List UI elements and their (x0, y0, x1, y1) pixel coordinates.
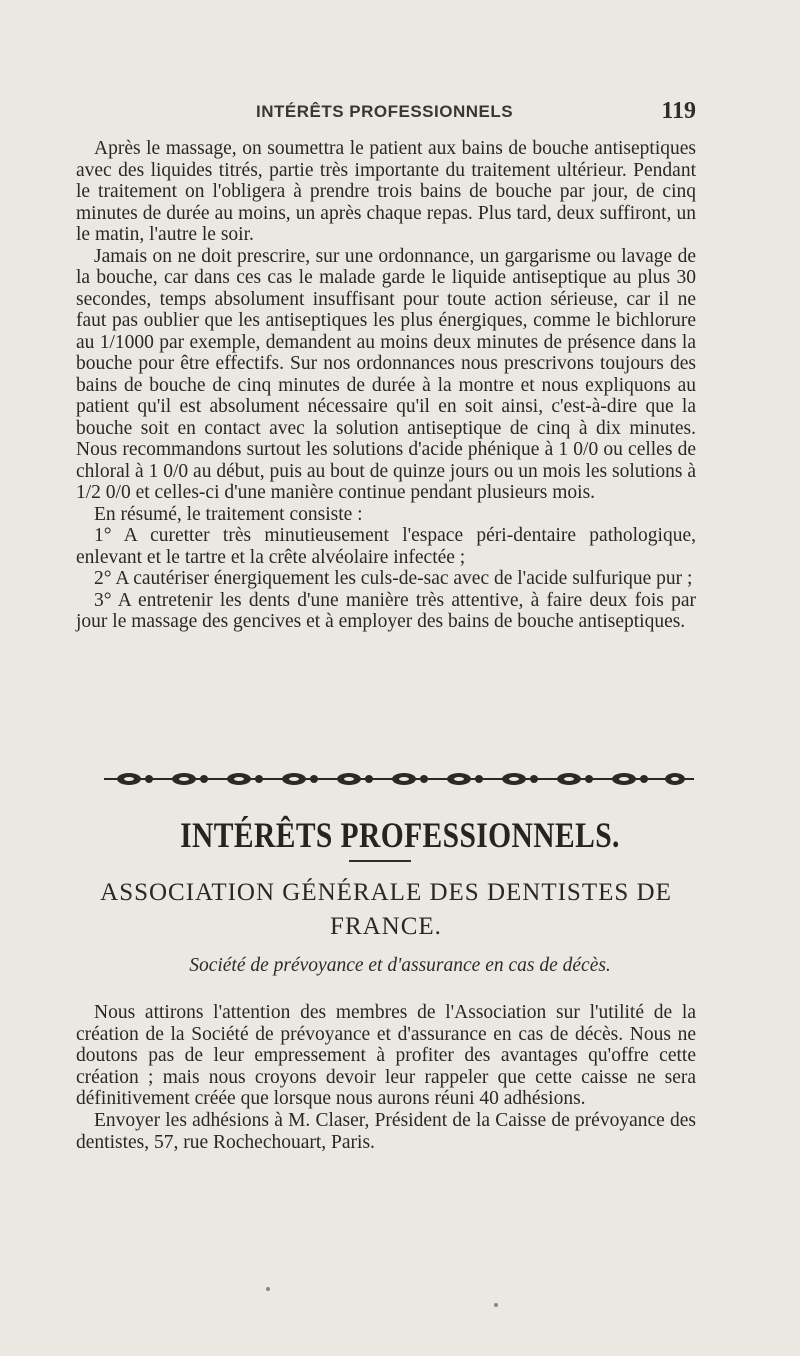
section-title: INTÉRÊTS PROFESSIONNELS. (180, 815, 620, 855)
paragraph-bains-de-bouche: Après le massage, on soumettra le patient aux bains de bouche antiseptiques avec des liquides titrés, partie très importante du traitement ultérieur. Pendant le traitement on l'obligera à prendre trois bains de bouche par jour, de cinq minutes de durée au moins, un après chaque repas. Plus tard, deux suffiront, un le matin, l'autre le soir. (76, 138, 696, 245)
title-underline (349, 860, 411, 862)
treatment-step-3: 3° A entretenir les dents d'une manière très attentive, à faire deux fois par jour le massage des gencives et à employer des bains de bouche antiseptiques. (76, 589, 696, 632)
decorative-divider (104, 768, 694, 790)
article-body (76, 138, 696, 633)
paragraph-resume: En résumé, le traitement consiste : (94, 503, 363, 525)
notice-body (76, 1002, 696, 1153)
notice-paragraph: Nous attirons l'attention des membres de l'Association sur l'utilité de la création de la Société de prévoyance et d'assurance en cas de décès. Nous ne doutons pas de leur empressement à profiter des avantages qu'offre cette création ; mais nous croyons devoir leur rappeler que cette caisse ne sera définitivement créée que lorsque nous aurons réuni 40 adhésions. (76, 1002, 696, 1110)
treatment-step-2: 2° A cautériser énergiquement les culs-de-sac avec de l'acide sulfurique pur ; (94, 568, 693, 589)
association-title: ASSOCIATION GÉNÉRALE DES DENTISTES DE FRANCE. (100, 879, 672, 940)
treatment-step-1: 1° A curetter très minutieusement l'espace péri-dentaire pathologique, enlevant et le tartre et la crête alvéolaire infectée ; (76, 525, 696, 568)
running-title: INTÉRÊTS PROFESSIONNELS (256, 102, 514, 121)
speck-mark (266, 1287, 270, 1291)
page-number: 119 (661, 98, 696, 124)
speck-mark (494, 1303, 498, 1307)
running-head (78, 98, 696, 128)
notice-address-paragraph: Envoyer les adhésions à M. Claser, Président de la Caisse de prévoyance des dentistes, 57, rue Rochechouart, Paris. (76, 1109, 696, 1153)
section-subtitle: Société de prévoyance et d'assurance en cas de décès. (189, 955, 611, 976)
paragraph-gargarisme: Jamais on ne doit prescrire, sur une ordonnance, un gargarisme ou lavage de la bouche, car dans ces cas le malade garde le liquide antiseptique au plus 30 secondes, temps absolument insuffisant pour toute action sérieuse, car il ne faut pas oublier que les antiseptiques les plus énergiques, comme le bichlorure au 1/1000 par exemple, demandent au moins deux minutes de présence dans la bouche pour être effectifs. Sur nos ordonnances nous prescrivons toujours des bains de bouche de cinq minutes de durée à la montre et nous expliquons au patient qu'il est absolument nécessaire qu'il en soit ainsi, c'est-à-dire que la bouche soit en contact avec la solution antiseptique de cinq à dix minutes. Nous recommandons surtout les solutions d'acide phénique à 1 0/0 ou celles de chloral à 1 0/0 au début, puis au bout de quinze jours ou un mois les solutions à 1/2 0/0 et celles-ci d'une manière continue pendant plusieurs mois. (76, 245, 696, 503)
